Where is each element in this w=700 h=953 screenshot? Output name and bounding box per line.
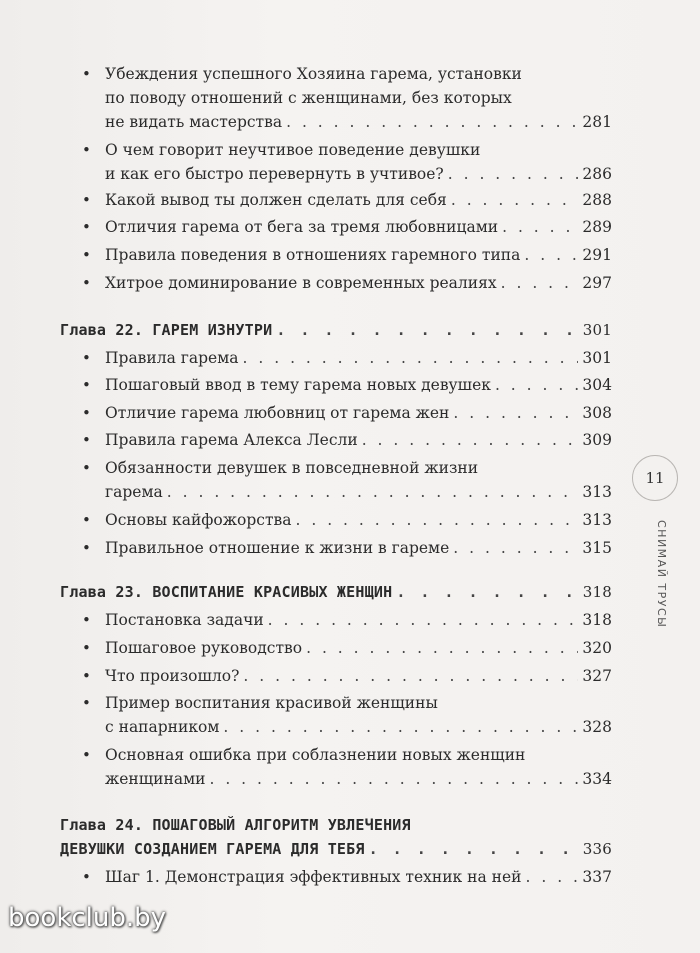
- bullet: •: [82, 511, 91, 529]
- chapter-title-line: ДЕВУШКИ СОЗДАНИЕМ ГАРЕМА ДЛЯ ТЕБЯ: [60, 840, 365, 858]
- bullet: •: [82, 191, 91, 209]
- dot-leader: [268, 608, 579, 632]
- bullet: •: [82, 274, 91, 292]
- entry-text: Отличие гарема любовниц от гарема жен: [105, 404, 450, 422]
- chapter-heading: [60, 318, 612, 342]
- bullet: •: [82, 639, 91, 657]
- bullet: •: [82, 868, 91, 886]
- toc-entry: [60, 62, 612, 134]
- entry-text: Отличия гарема от бега за тремя любовницами: [105, 218, 499, 236]
- page-number: 318: [582, 583, 612, 601]
- dot-leader: [448, 162, 579, 186]
- bullet: •: [82, 141, 91, 159]
- entry-text: Что произошло?: [105, 667, 240, 685]
- entry-text: Правила поведения в отношениях гаремного типа: [105, 246, 521, 264]
- entry-text: по поводу отношений с женщинами, без которых: [105, 89, 512, 107]
- page-number: 337: [582, 868, 612, 886]
- page-number: 291: [582, 246, 612, 264]
- entry-text: Убеждения успешного Хозяина гарема, установки: [105, 65, 522, 83]
- entry-text: гарема: [105, 483, 163, 501]
- dot-leader: [453, 536, 578, 560]
- dot-leader: [501, 271, 579, 295]
- toc-entry: [60, 743, 612, 791]
- toc-entry: [60, 536, 612, 560]
- entry-text: и как его быстро перевернуть в учтивое?: [105, 165, 444, 183]
- toc-entry: [60, 608, 612, 632]
- page-number: 318: [582, 611, 612, 629]
- chapter-heading: [60, 813, 612, 861]
- watermark: bookclub.by: [8, 903, 167, 933]
- chapter-title: ВОСПИТАНИЕ КРАСИВЫХ ЖЕНЩИН: [152, 583, 393, 601]
- dot-leader: [525, 865, 578, 889]
- page-number: 320: [582, 639, 612, 657]
- entry-text: Основная ошибка при соблазнении новых женщин: [105, 746, 526, 764]
- dot-leader: [209, 767, 578, 791]
- dot-leader: [223, 715, 578, 739]
- dot-leader: [451, 188, 579, 212]
- toc-entry: [60, 243, 612, 267]
- page-number: 328: [582, 718, 612, 736]
- toc-entry: [60, 456, 612, 504]
- entry-text: О чем говорит неучтивое поведение девушки: [105, 141, 481, 159]
- bullet: •: [82, 65, 91, 83]
- page-number: 336: [582, 840, 612, 858]
- dot-leader: [243, 346, 579, 370]
- bullet: •: [82, 404, 91, 422]
- page-number: 281: [582, 113, 612, 131]
- bullet: •: [82, 746, 91, 764]
- entry-text: Какой вывод ты должен сделать для себя: [105, 191, 447, 209]
- dot-leader: [524, 243, 578, 267]
- entry-text: Постановка задачи: [105, 611, 264, 629]
- toc-entry: [60, 636, 612, 660]
- entry-text: Пример воспитания красивой женщины: [105, 694, 438, 712]
- toc-entry: [60, 691, 612, 739]
- entry-text: не видать мастерства: [105, 113, 283, 131]
- toc-entry: [60, 508, 612, 532]
- dot-leader: [167, 480, 579, 504]
- bullet: •: [82, 667, 91, 685]
- running-title: СНИМАЙ ТРУСЫ: [655, 520, 668, 629]
- chapter-number: Глава 24.: [60, 816, 144, 834]
- page-number: 313: [582, 483, 612, 501]
- chapter-heading: [60, 580, 612, 604]
- dot-leader: [396, 580, 578, 604]
- entry-text: Пошаговый ввод в тему гарема новых девушек: [105, 376, 491, 394]
- entry-text: Основы кайфожорства: [105, 511, 292, 529]
- dot-leader: [276, 318, 578, 342]
- entry-text: Пошаговое руководство: [105, 639, 303, 657]
- page-number: 289: [582, 218, 612, 236]
- bullet: •: [82, 431, 91, 449]
- dot-leader: [495, 373, 578, 397]
- page-number: 301: [582, 349, 612, 367]
- toc-entry: [60, 138, 612, 186]
- toc-entry: [60, 401, 612, 425]
- chapter-number: Глава 22.: [60, 321, 144, 339]
- page-number: 288: [582, 191, 612, 209]
- chapter-title-line: ПОШАГОВЫЙ АЛГОРИТМ УВЛЕЧЕНИЯ: [152, 816, 411, 834]
- toc-entry: [60, 428, 612, 452]
- bullet: •: [82, 376, 91, 394]
- page-number: 315: [582, 539, 612, 557]
- bullet: •: [82, 611, 91, 629]
- entry-text: женщинами: [105, 770, 206, 788]
- chapter-title: ГАРЕМ ИЗНУТРИ: [152, 321, 273, 339]
- dot-leader: [453, 401, 578, 425]
- page-number: 308: [582, 404, 612, 422]
- entry-text: Правила гарема: [105, 349, 239, 367]
- dot-leader: [502, 215, 578, 239]
- entry-text: Шаг 1. Демонстрация эффективных техник на ней: [105, 868, 522, 886]
- entry-text: Правила гарема Алекса Лесли: [105, 431, 358, 449]
- dot-leader: [243, 664, 578, 688]
- page-number: 309: [582, 431, 612, 449]
- toc-entry: [60, 215, 612, 239]
- dot-leader: [306, 636, 578, 660]
- dot-leader: [362, 428, 579, 452]
- toc-entry: [60, 865, 612, 889]
- toc-entry: [60, 664, 612, 688]
- toc-entry: [60, 188, 612, 212]
- page-number: 327: [582, 667, 612, 685]
- toc-entry: [60, 271, 612, 295]
- entry-text: с напарником: [105, 718, 220, 736]
- page-number-text: 11: [645, 469, 665, 487]
- bullet: •: [82, 539, 91, 557]
- page-number: 286: [582, 165, 612, 183]
- dot-leader: [369, 837, 579, 861]
- bullet: •: [82, 246, 91, 264]
- page-number: 301: [582, 321, 612, 339]
- bullet: •: [82, 694, 91, 712]
- dot-leader: [286, 110, 578, 134]
- toc-entry: [60, 373, 612, 397]
- page-number: 334: [582, 770, 612, 788]
- toc-entry: [60, 346, 612, 370]
- entry-text: Правильное отношение к жизни в гареме: [105, 539, 450, 557]
- bullet: •: [82, 218, 91, 236]
- page-number-badge: [632, 455, 678, 501]
- dot-leader: [296, 508, 579, 532]
- entry-text: Хитрое доминирование в современных реалиях: [105, 274, 497, 292]
- entry-text: Обязанности девушек в повседневной жизни: [105, 459, 479, 477]
- bullet: •: [82, 349, 91, 367]
- chapter-number: Глава 23.: [60, 583, 144, 601]
- page-number: 313: [582, 511, 612, 529]
- page-number: 304: [582, 376, 612, 394]
- bullet: •: [82, 459, 91, 477]
- page-number: 297: [582, 274, 612, 292]
